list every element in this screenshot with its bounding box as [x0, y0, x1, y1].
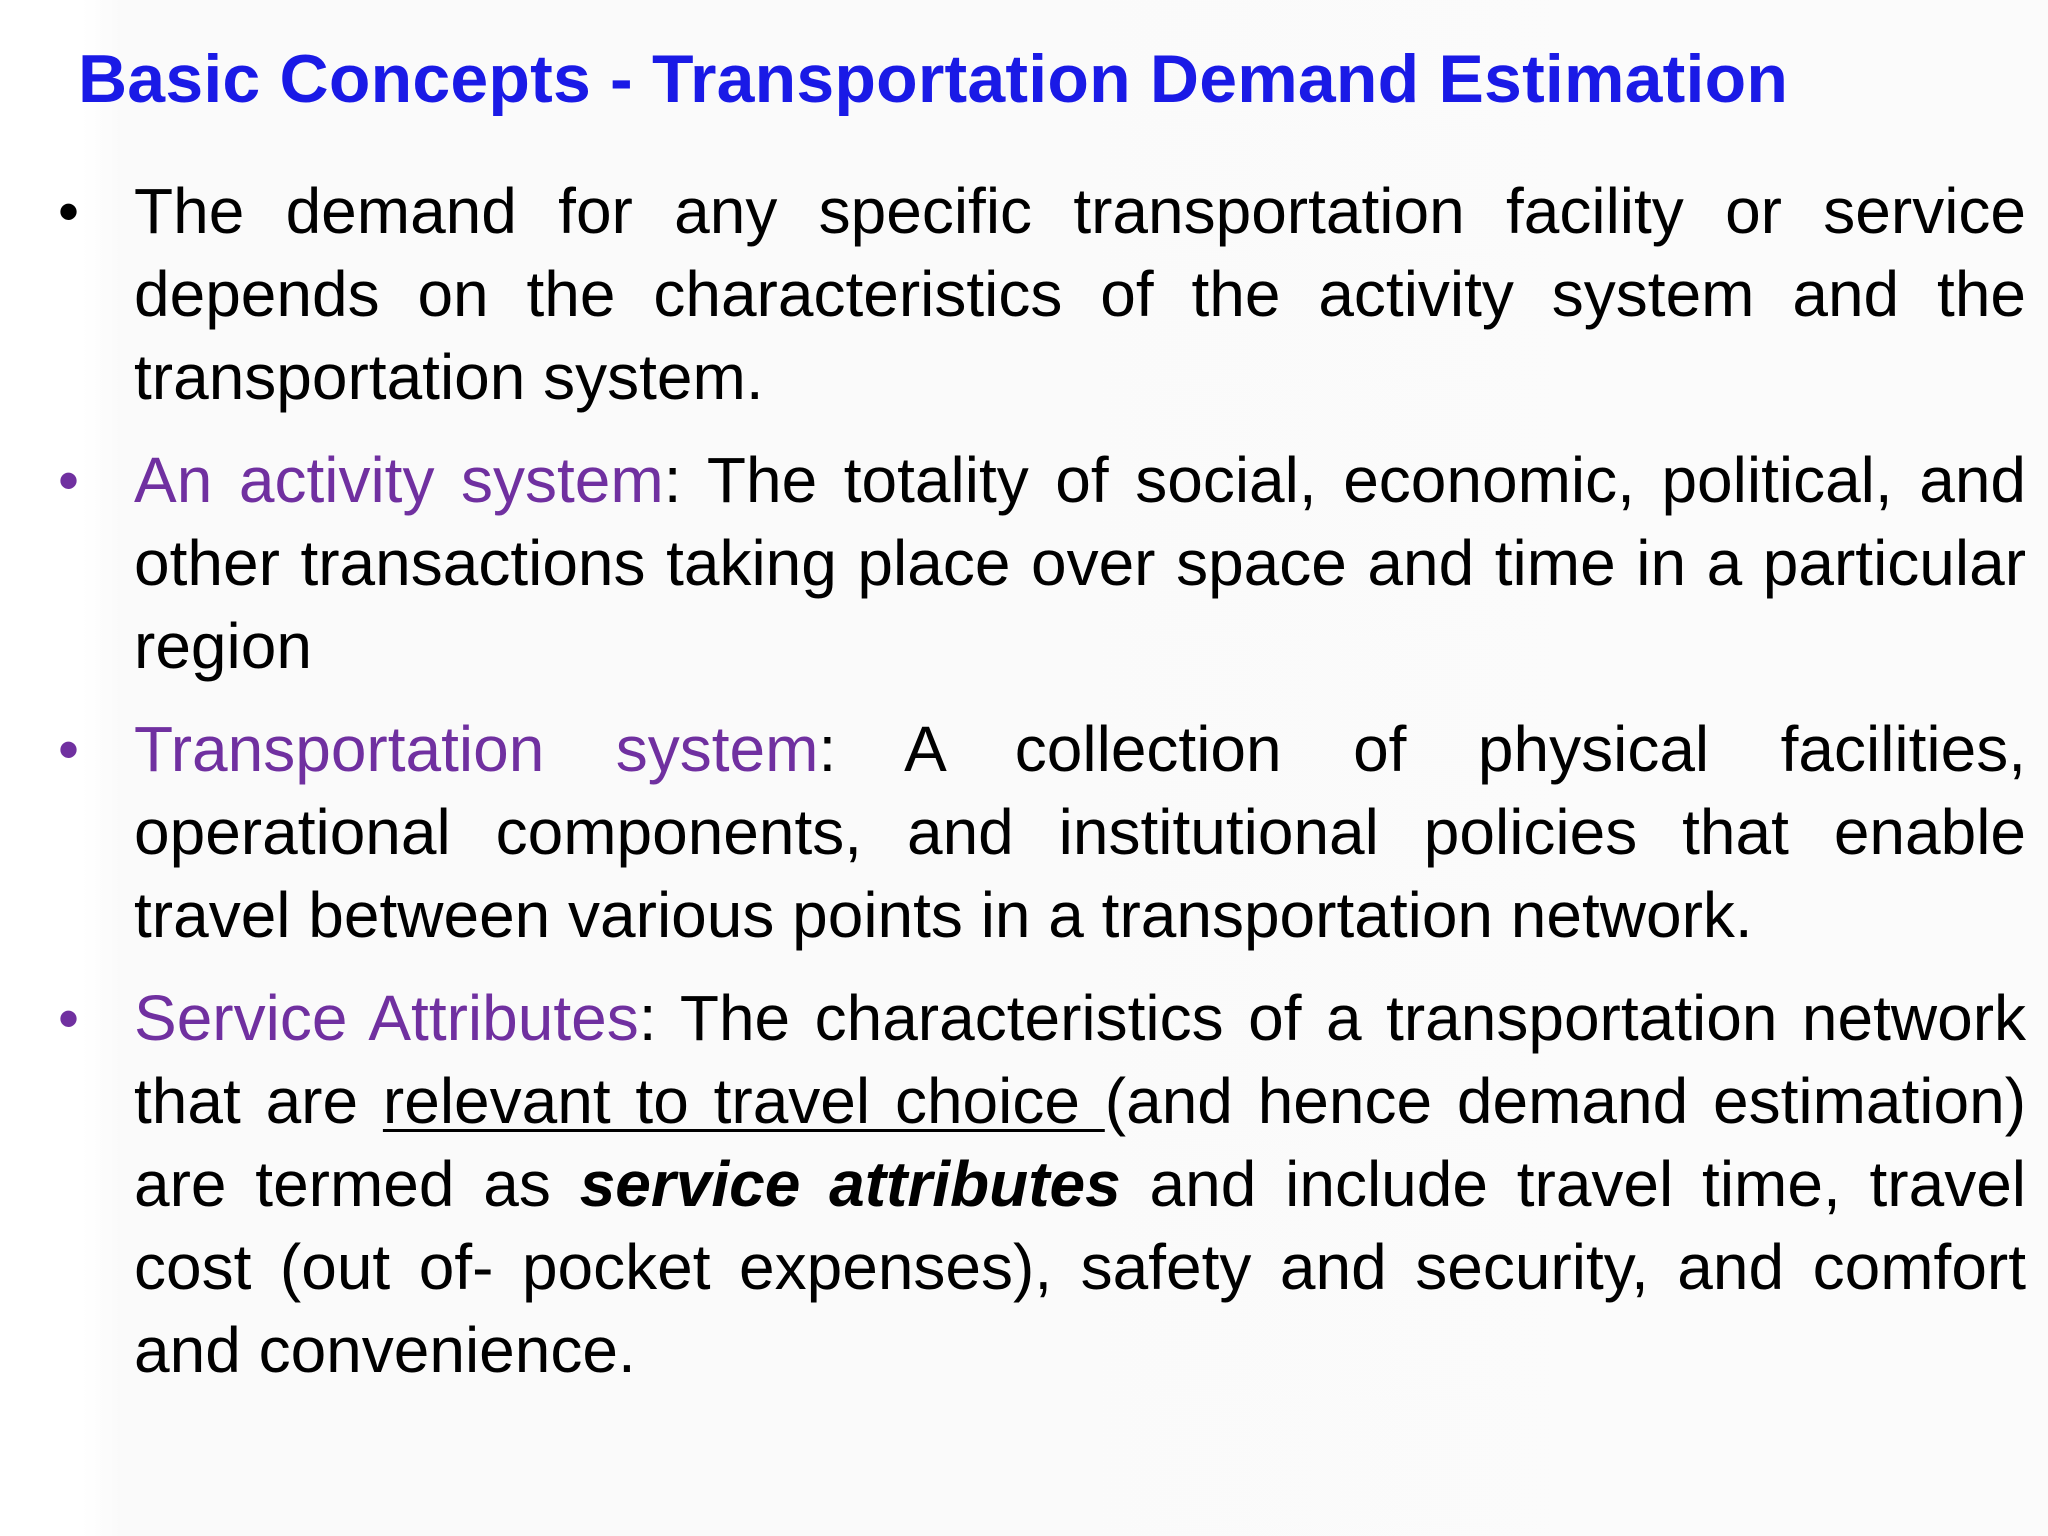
term-separator: :	[638, 982, 680, 1054]
bullet-item-demand	[58, 170, 2026, 419]
bullet-text: The demand for any specific transportation facility or service depends on the characteristics of the activity system and the transportation system.	[134, 175, 2026, 413]
slide-title: Basic Concepts - Transportation Demand Estimation	[78, 41, 1789, 117]
bullet-dot-icon: •	[58, 716, 80, 783]
definition-text-part-b: (and hence demand estimation) are termed as	[134, 1065, 2027, 1220]
bullet-item-transportation-system	[58, 708, 2026, 957]
term-separator: :	[663, 444, 707, 516]
bullet-item-service-attributes	[58, 977, 2026, 1392]
term-activity-system: An activity system	[134, 444, 664, 516]
underlined-phrase: relevant to travel choice	[382, 1065, 1105, 1137]
definition-text: The totality of social, economic, political, and other transactions taking place over space and time in a particular region	[134, 444, 2027, 682]
bullet-text	[134, 977, 2026, 1392]
bullet-text	[134, 708, 2026, 957]
term-separator: :	[818, 713, 905, 785]
bullet-text	[134, 439, 2026, 688]
definition-text: A collection of physical facilities, operational components, and institutional policies that enable travel between various points in a transportation network.	[134, 713, 2026, 951]
bullet-list	[58, 170, 2026, 1412]
definition-text-part-c: and include travel time, travel cost (out of- pocket expenses), safety and security, and comfort and convenience.	[134, 1148, 2027, 1386]
term-transportation-system: Transportation system	[134, 713, 819, 785]
definition-text-part-a: The characteristics of a transportation network that are	[134, 982, 2027, 1137]
bullet-dot-icon: •	[58, 178, 80, 245]
bullet-dot-icon: •	[58, 985, 80, 1052]
bullet-item-activity-system	[58, 439, 2026, 688]
bullet-dot-icon: •	[58, 447, 80, 514]
term-service-attributes: Service Attributes	[134, 982, 639, 1054]
emphasized-phrase: service attributes	[579, 1148, 1121, 1220]
